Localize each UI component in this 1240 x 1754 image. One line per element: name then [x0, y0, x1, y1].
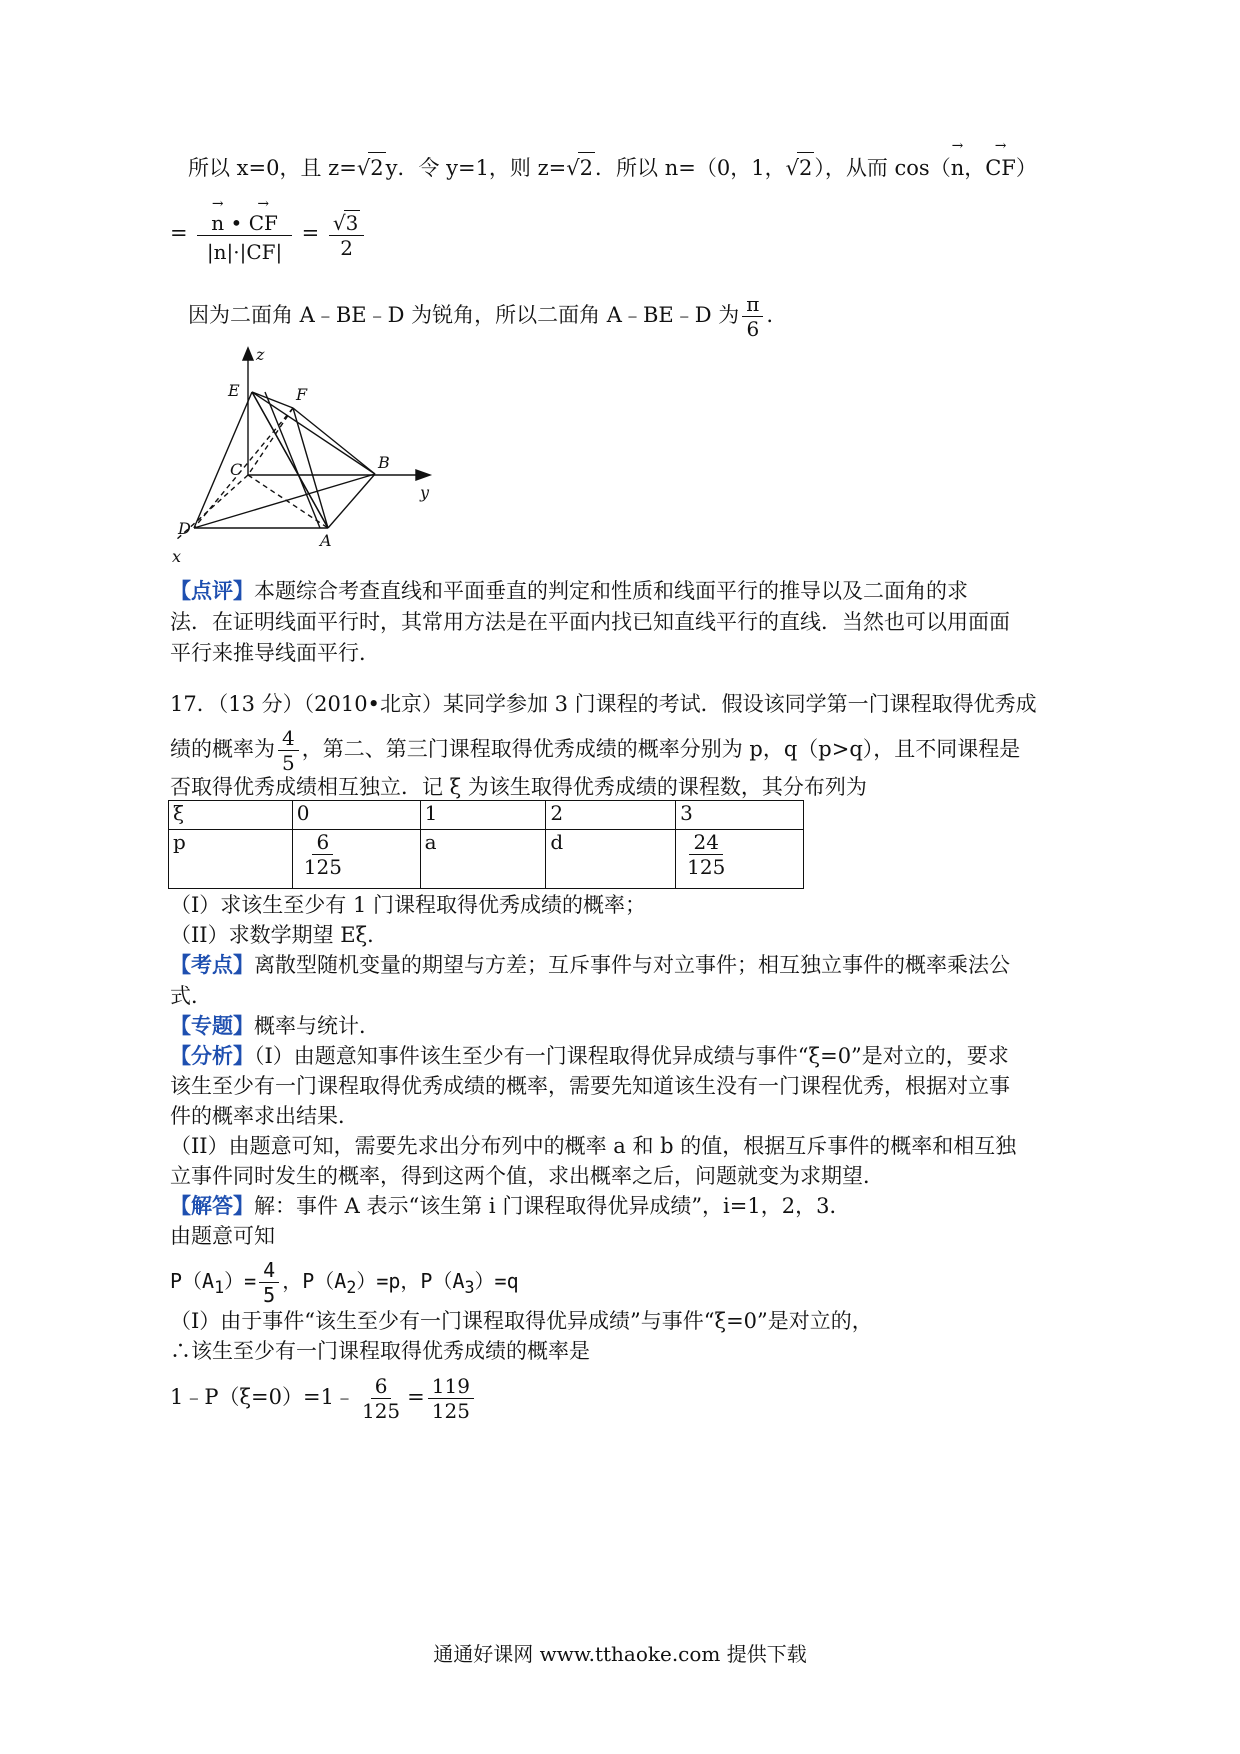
kaodian-line-2: 式． — [170, 984, 212, 1008]
denominator: |n|·|CF| — [206, 240, 283, 264]
edge-FC — [248, 408, 293, 475]
subscript: 3 — [464, 1278, 475, 1297]
table-cell: p — [169, 830, 293, 889]
jieda-line-2: 由题意可知 — [170, 1224, 275, 1248]
numerator: 4 — [278, 726, 299, 751]
question-17-line-1: 17．（13 分）（2010•北京）某同学参加 3 门课程的考试．假设该同学第一门课程取得优秀成 — [170, 692, 1037, 716]
table-cell: 0 — [292, 801, 420, 830]
text: 绩的概率为 — [170, 737, 275, 761]
label-x: x — [172, 547, 182, 566]
probability-definitions — [170, 1258, 519, 1307]
question-17-line-3: 否取得优秀成绩相互独立．记 ξ 为该生取得优秀成绩的课程数，其分布列为 — [170, 775, 867, 799]
text: ，P（A — [282, 1269, 347, 1293]
text: ），从而 cos（ — [814, 156, 951, 180]
sqrt-sign: √ — [566, 156, 580, 180]
label-F: F — [296, 385, 308, 404]
fenxi-line-2: 该生至少有一门课程取得优秀成绩的概率，需要先知道该生没有一门课程优秀，根据对立事 — [170, 1074, 1010, 1098]
table-cell: 2 — [546, 801, 676, 830]
text: ） — [1015, 156, 1037, 180]
edge-DB — [194, 474, 375, 528]
sqrt-value: 3 — [345, 210, 359, 235]
four-fifths — [278, 726, 299, 775]
sqrt-value: 2 — [797, 152, 814, 183]
table-cell: a — [420, 830, 546, 889]
table-cell: 1 — [420, 801, 546, 830]
kaodian-line-1 — [170, 950, 1010, 980]
sqrt-value: 2 — [368, 152, 385, 183]
edge-CA — [248, 475, 328, 528]
z-arrow — [243, 348, 253, 360]
fenxi-line-5: 立事件同时发生的概率，得到这两个值，求出概率之后，问题就变为求期望． — [170, 1164, 884, 1188]
text: y．令 y=1，则 z= — [385, 156, 567, 180]
label-D: D — [178, 519, 191, 538]
denominator: 125 — [687, 855, 726, 879]
label-y: y — [420, 483, 430, 502]
text: ．所以 n=（0，1， — [595, 156, 786, 180]
edge-ED — [194, 392, 252, 528]
solid-geometry-figure — [170, 340, 470, 570]
fraction-6-125 — [300, 830, 346, 879]
numerator: 24 — [689, 830, 722, 855]
text: 1﹣P（ξ=0）=1﹣ — [170, 1385, 355, 1409]
sqrt-value: 2 — [578, 152, 595, 183]
kaodian-tag: 【考点】 — [170, 952, 254, 977]
sqrt-sign: √ — [332, 210, 346, 235]
denominator: 125 — [431, 1399, 470, 1423]
table-cell — [292, 830, 420, 889]
vector-cf: → CF — [985, 153, 1016, 183]
vector-n: → n — [211, 211, 224, 235]
y-arrow — [416, 470, 430, 480]
label-A: A — [320, 531, 332, 550]
denominator: 5 — [263, 1283, 276, 1307]
table-row — [169, 830, 804, 889]
numerator: 6 — [371, 1374, 392, 1399]
solution-1-formula — [170, 1374, 477, 1423]
table-cell: 3 — [676, 801, 804, 830]
fraction-24-125 — [683, 830, 729, 879]
text: 离散型随机变量的期望与方差；互斥事件与对立事件；相互独立事件的概率乘法公 — [254, 953, 1010, 977]
page-footer: 通通好课网 www.tthaoke.com 提供下载 — [433, 1642, 807, 1666]
text: ）= — [224, 1269, 257, 1293]
text: P（A — [170, 1269, 215, 1293]
fenxi-line-1 — [170, 1041, 1009, 1071]
question-17-line-2 — [170, 726, 1020, 775]
sqrt-sign: √ — [785, 156, 799, 180]
edge-FA — [293, 408, 328, 528]
zhuanti-line — [170, 1011, 380, 1041]
part-1: （I）求该生至少有 1 门课程取得优秀成绩的概率； — [170, 893, 647, 917]
pi-over-6 — [742, 292, 763, 341]
zhuanti-tag: 【专题】 — [170, 1013, 254, 1038]
equals: = — [301, 221, 320, 245]
jieda-line-1 — [170, 1191, 850, 1221]
part-2: （II）求数学期望 Eξ． — [170, 923, 389, 947]
solution-1-line-2: ∴该生至少有一门课程取得优秀成绩的概率是 — [170, 1339, 590, 1363]
table-cell: d — [546, 830, 676, 889]
denominator: 125 — [361, 1399, 401, 1423]
dot: • — [230, 211, 243, 235]
edge-FB — [293, 408, 375, 474]
numerator: 6 — [312, 830, 333, 855]
text: 因为二面角 A﹣BE﹣D 为锐角，所以二面角 A﹣BE﹣D 为 — [188, 303, 740, 327]
fenxi-line-4: （II）由题意可知，需要先求出分布列中的概率 a 和 b 的值，根据互斥事件的概率和相互独 — [170, 1134, 1017, 1158]
edge-inner — [265, 392, 320, 528]
denominator: 125 — [303, 855, 342, 879]
label-C: C — [230, 460, 243, 479]
solution-1-line-1: （I）由于事件“该生至少有一门课程取得优异成绩”与事件“ξ=0”是对立的， — [170, 1309, 873, 1333]
vector-cf: → CF — [249, 211, 278, 235]
numerator: 4 — [259, 1258, 279, 1283]
text: ）=p，P（A — [356, 1269, 465, 1293]
text: （I）由题意知事件该生至少有一门课程取得优异成绩与事件“ξ=0”是对立的，要求 — [254, 1044, 1009, 1068]
equals: = — [170, 221, 188, 245]
comment-tag: 【点评】 — [170, 578, 254, 603]
denominator: 2 — [340, 235, 353, 260]
fenxi-line-3: 件的概率求出结果． — [170, 1104, 359, 1128]
distribution-table — [168, 800, 804, 889]
text: 概率与统计． — [254, 1014, 380, 1038]
text: 解：事件 A 表示“该生第 i 门课程取得优异成绩”，i=1，2，3． — [254, 1194, 851, 1218]
text-line-1 — [188, 152, 1037, 183]
text: 所以 x=0，且 z= — [188, 156, 357, 180]
jieda-tag: 【解答】 — [170, 1193, 254, 1218]
text: 本题综合考查直线和平面垂直的判定和性质和线面平行的推导以及二面角的求 — [254, 579, 968, 603]
four-fifths — [259, 1258, 279, 1307]
table-row — [169, 801, 804, 830]
label-B: B — [378, 453, 390, 472]
fraction-6-125 — [358, 1374, 404, 1423]
label-E: E — [228, 381, 240, 400]
cosine-formula — [170, 205, 367, 264]
result-fraction — [329, 210, 364, 260]
table-cell — [676, 830, 804, 889]
subscript: 2 — [346, 1278, 357, 1297]
vector-n: → n — [951, 153, 965, 183]
comment-line-3: 平行来推导线面平行． — [170, 641, 380, 665]
text: . — [766, 303, 774, 327]
denominator: 5 — [282, 751, 295, 775]
text: ）=q — [474, 1269, 519, 1293]
denominator: 6 — [746, 317, 760, 341]
comment-line-1 — [170, 576, 968, 606]
text: ，第二、第三门课程取得优秀成绩的概率分别为 p，q（p>q），且不同课程是 — [301, 737, 1021, 761]
fenxi-tag: 【分析】 — [170, 1043, 254, 1068]
sqrt-sign: √ — [356, 156, 371, 180]
label-z: z — [256, 345, 265, 364]
table-cell: ξ — [169, 801, 293, 830]
text: ， — [964, 156, 986, 180]
numerator: 119 — [428, 1374, 474, 1399]
fraction-119-125 — [428, 1374, 474, 1423]
edge-AB — [328, 474, 375, 528]
cosine-fraction — [197, 205, 292, 264]
comment-line-2: 法．在证明线面平行时，其常用方法是在平面内找已知直线平行的直线．当然也可以用面面 — [170, 610, 1010, 634]
equals: = — [407, 1385, 425, 1409]
numerator: π — [742, 292, 763, 317]
subscript: 1 — [214, 1278, 225, 1297]
text-line-3 — [188, 292, 773, 341]
